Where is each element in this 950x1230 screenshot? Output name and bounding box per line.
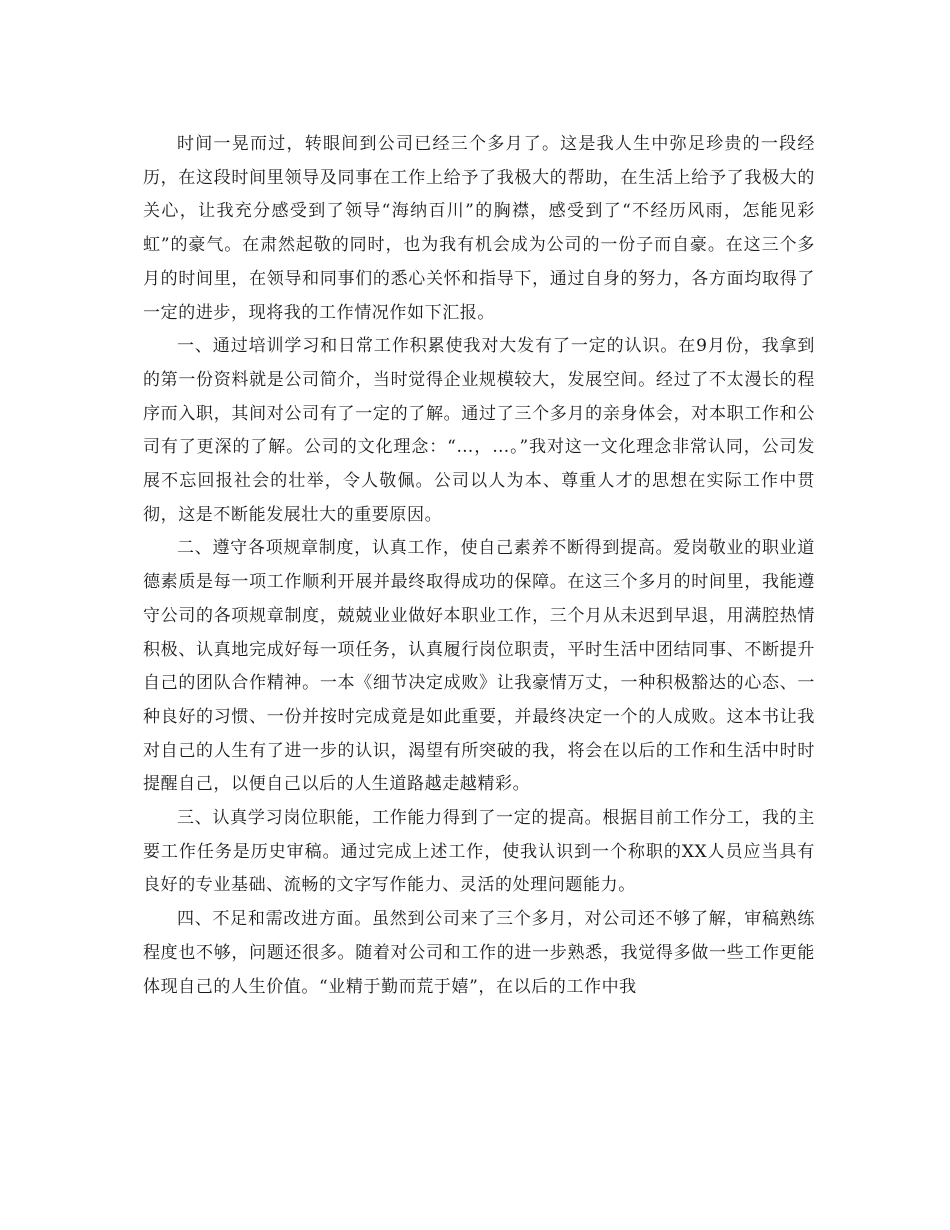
- paragraph-section-1: 一、通过培训学习和日常工作积累使我对大发有了一定的认识。在9月份，我拿到的第一份资料就是公司简介，当时觉得企业规模较大，发展空间。经过了不太漫长的程序而入职，其间对公司有了一定的了解。通过了三个多月的亲身体会，对本职工作和公司有了更深的了解。公司的文化理念：“…，…。”我对这一文化理念非常认同，公司发展不忘回报社会的壮举，令人敬佩。公司以人为本、尊重人才的思想在实际工作中贯彻，这是不断能发展壮大的重要原因。: [143, 336, 815, 525]
- paragraph-section-2: 二、遵守各项规章制度，认真工作，使自己素养不断得到提高。爱岗敬业的职业道德素质是每一项工作顺利开展并最终取得成功的保障。在这三个多月的时间里，我能遵守公司的各项规章制度，兢兢业业做好本职业工作，三个月从未迟到早退，用满腔热情积极、认真地完成好每一项任务，认真履行岗位职责，平时生活中团结同事、不断提升自己的团队合作精神。一本《细节决定成败》让我豪情万丈，一种积极豁达的心态、一种良好的习惯、一份并按时完成竟是如此重要，并最终决定一个的人成败。这本书让我对自己的人生有了进一步的认识，渴望有所突破的我，将会在以后的工作和生活中时时提醒自己，以便自己以后的人生道路越走越精彩。: [143, 538, 815, 795]
- document-body: [143, 128, 815, 1004]
- paragraph-intro: 时间一晃而过，转眼间到公司已经三个多月了。这是我人生中弥足珍贵的一段经历，在这段时间里领导及同事在工作上给予了我极大的帮助，在生活上给予了我极大的关心，让我充分感受到了领导“海纳百川”的胸襟，感受到了“不经历风雨，怎能见彩虹”的豪气。在肃然起敬的同时，也为我有机会成为公司的一份子而自豪。在这三个多月的时间里，在领导和同事们的悉心关怀和指导下，通过自身的努力，各方面均取得了一定的进步，现将我的工作情况作如下汇报。: [143, 134, 815, 323]
- paragraph-section-3: 三、认真学习岗位职能，工作能力得到了一定的提高。根据目前工作分工，我的主要工作任务是历史审稿。通过完成上述工作，使我认识到一个称职的XX人员应当具有良好的专业基础、流畅的文字写作能力、灵活的处理问题能力。: [143, 808, 815, 896]
- paragraph-section-4: 四、不足和需改进方面。虽然到公司来了三个多月，对公司还不够了解，审稿熟练程度也不够，问题还很多。随着对公司和工作的进一步熟悉，我觉得多做一些工作更能体现自己的人生价值。“业精于勤而荒于嬉”，在以后的工作中我: [143, 909, 815, 997]
